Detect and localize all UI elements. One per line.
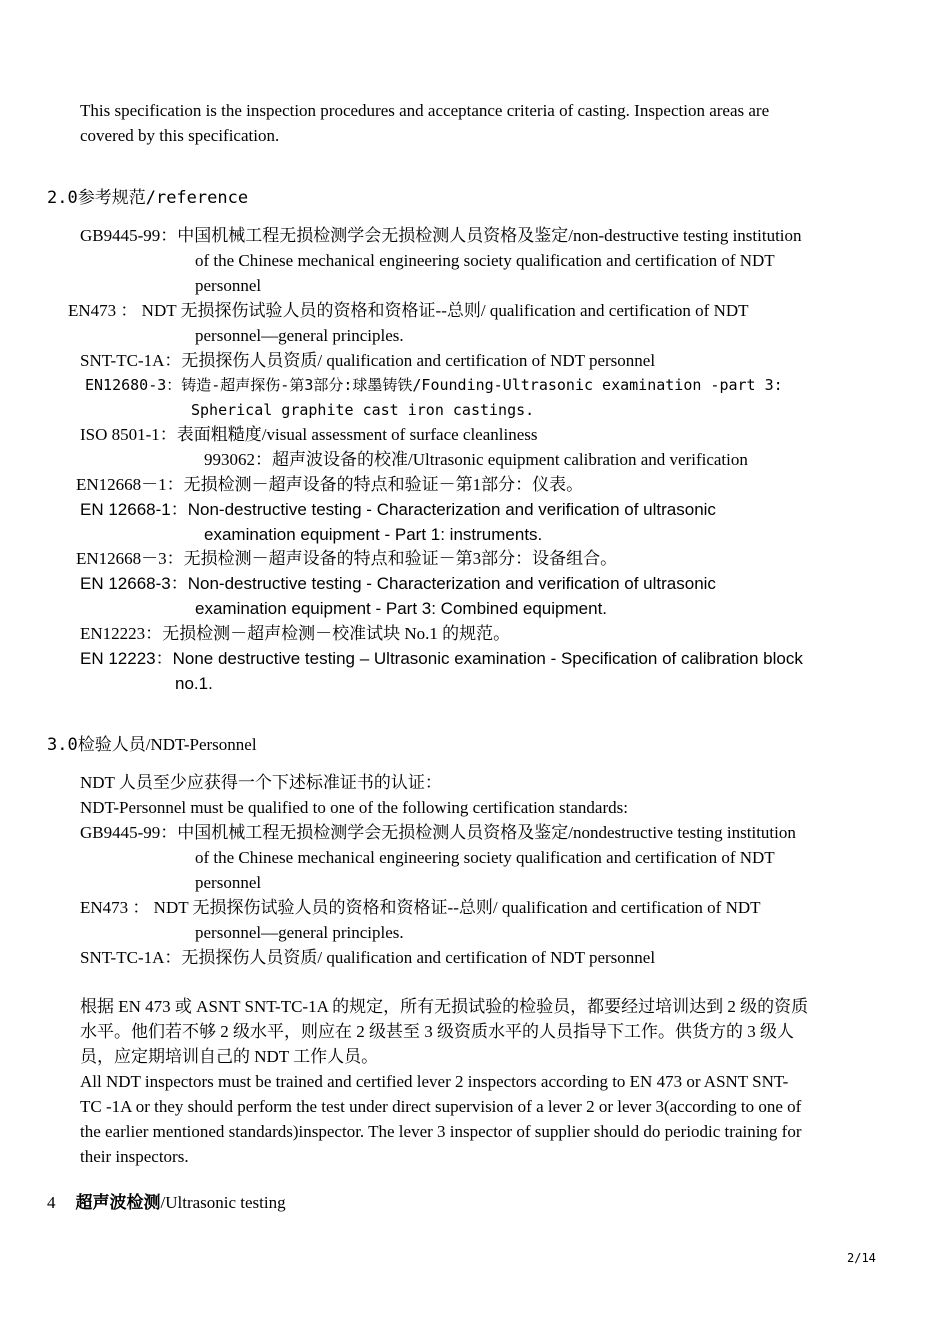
ref-en12223-en-line-2: no.1. [175,674,213,693]
section-3-title-en: NDT-Personnel [150,735,257,754]
s3-ref-gb9445-line-1: GB9445-99：中国机械工程无损检测学会无损检测人员资格及鉴定/nondestructive testing institution [80,823,796,842]
section-3-title-cn: 检验人员/ [77,735,151,754]
scope-line-1: This specification is the inspection procedures and acceptance criteria of casting. Inspection areas are [80,101,770,120]
ref-en12680-line-2: Spherical graphite cast iron castings. [191,401,535,419]
ref-en473-line-1: EN473 ： NDT 无损探伤试验人员的资格和资格证--总则/ qualification and certification of NDT [68,301,749,320]
ref-en12668-1-cn: EN12668－1：无损检测－超声设备的特点和验证－第1部分：仪表。 [76,475,584,494]
section-4-number: 4 [47,1193,56,1212]
section-4-title-en: /Ultrasonic testing [160,1193,286,1212]
section-2-number: 2.0 [47,188,78,208]
section-2-title: 参考规范/reference [77,188,249,208]
ref-en12223-cn: EN12223：无损检测－超声检测－校准试块 No.1 的规范。 [80,624,511,643]
ref-snt-tc-1a: SNT-TC-1A：无损探伤人员资质/ qualification and certification of NDT personnel [80,351,656,370]
s3-ref-en473-line-2: personnel—general principles. [195,923,404,942]
personnel-intro-en: NDT-Personnel must be qualified to one of the following certification standards: [80,798,628,817]
section-3-number: 3.0 [47,735,78,755]
s3-ref-gb9445-line-3: personnel [195,873,262,892]
ref-gb9445-line-1: GB9445-99：中国机械工程无损检测学会无损检测人员资格及鉴定/non-destructive testing institution [80,226,802,245]
s3-ref-en473-line-1: EN473 ： NDT 无损探伤试验人员的资格和资格证--总则/ qualification and certification of NDT [80,898,761,917]
cn-paragraph-line-3: 员，应定期培训自己的 NDT 工作人员。 [80,1047,379,1066]
section-3-heading [47,732,257,758]
page-number: 2/14 [847,1251,876,1265]
s3-ref-snt-tc-1a: SNT-TC-1A：无损探伤人员资质/ qualification and certification of NDT personnel [80,948,656,967]
en-paragraph-line-2: TC -1A or they should perform the test under direct supervision of a lever 2 or lever 3(according to one of [80,1097,802,1116]
ref-en473-line-2: personnel—general principles. [195,326,404,345]
ref-gb9445-line-2: of the Chinese mechanical engineering society qualification and certification of NDT [195,251,775,270]
ref-en12668-1-en-line-2: examination equipment - Part 1: instruments. [204,525,543,544]
personnel-intro-cn: NDT 人员至少应获得一个下述标准证书的认证： [80,773,442,792]
ref-en12223-en-line-1: EN 12223：None destructive testing – Ultrasonic examination - Specification of calibration block [80,649,803,668]
ref-993062: 993062：超声波设备的校准/Ultrasonic equipment calibration and verification [204,450,748,469]
ref-en12668-3-cn: EN12668－3：无损检测－超声设备的特点和验证－第3部分：设备组合。 [76,549,618,568]
en-paragraph-line-3: the earlier mentioned standards)inspector. The lever 3 inspector of supplier should do periodic training for [80,1122,802,1141]
cn-paragraph-line-1: 根据 EN 473 或 ASNT SNT-TC-1A 的规定，所有无损试验的检验员，都要经过培训达到 2 级的资质 [80,997,809,1016]
section-2-heading [47,186,248,211]
en-paragraph-line-1: All NDT inspectors must be trained and certified lever 2 inspectors according to EN 473 or ASNT SNT- [80,1072,789,1091]
section-4-heading [47,1190,286,1215]
ref-en12668-1-en-line-1: EN 12668-1：Non-destructive testing - Characterization and verification of ultrasonic [80,500,716,519]
en-paragraph-line-4: their inspectors. [80,1147,189,1166]
scope-line-2: covered by this specification. [80,126,280,145]
ref-gb9445-line-3: personnel [195,276,262,295]
s3-ref-gb9445-line-2: of the Chinese mechanical engineering society qualification and certification of NDT [195,848,775,867]
ref-en12680-line-1: EN12680-3：铸造-超声探伤-第3部分:球墨铸铁/Founding-Ultrasonic examination -part 3: [85,376,783,394]
ref-en12668-3-en-line-2: examination equipment - Part 3: Combined equipment. [195,599,608,618]
ref-en12668-3-en-line-1: EN 12668-3：Non-destructive testing - Characterization and verification of ultrasonic [80,574,716,593]
cn-paragraph-line-2: 水平。他们若不够 2 级水平，则应在 2 级甚至 3 级资质水平的人员指导下工作。供货方的 3 级人 [80,1022,794,1041]
ref-iso8501: ISO 8501-1：表面粗糙度/visual assessment of surface cleanliness [80,425,538,444]
section-4-title-cn: 超声波检测 [75,1193,161,1212]
